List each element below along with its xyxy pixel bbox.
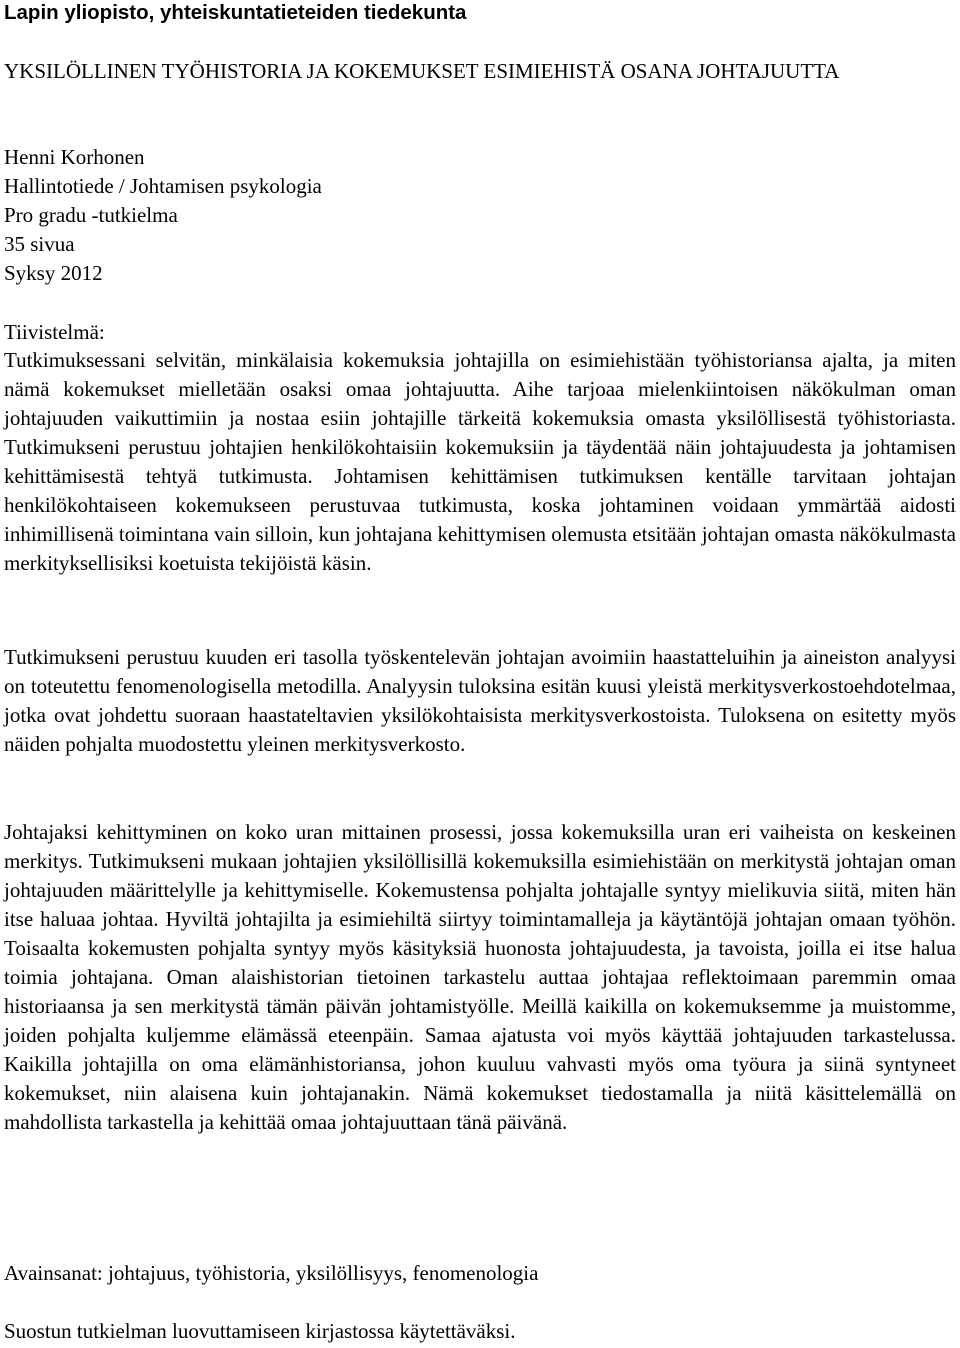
abstract-paragraph: Johtajaksi kehittyminen on koko uran mittainen prosessi, jossa kokemuksilla uran eri vaiheista on keskeinen merkitys. Tutkimukseni mukaan johtajien yksilöllisillä kokemuksilla esimiehistään on merkitystä johtajan oman johtajuuden määrittelylle ja kehittymiselle. Kokemustensa pohjalta johtajalle syntyy mielikuvia siitä, miten hän itse haluaa johtaa. Hyviltä johtajilta ja esimiehiltä siirtyy toimintamalleja ja käytäntöjä johtajan omaan työhön. Toisaalta kokemusten pohjalta syntyy myös käsityksiä huonosta johtajuudesta, ja tavoista, joilla ei itse halua toimia johtajana. Oman alaishistorian tietoinen tarkastelu auttaa johtajaa reflektoimaan paremmin omaa historiaansa ja sen merkitystä tämän päivän johtamistyölle. Meillä kaikilla on kokemuksemme ja muistomme, joiden pohjalta kuljemme elämässä eteenpäin. Samaa ajatusta voi myös käyttää johtajuuden tarkastelussa. Kaikilla johtajilla on oma elämänhistoriansa, johon kuuluu vahvasti myös oma työura ja siinä syntyneet kokemukset, niin alaisena kuin johtajanakin. Nämä kokemukset tiedostamalla ja niitä käsittelemällä on mahdollista tarkastella ja kehittää omaa johtajuuttaan tänä päivänä. bbox=[4, 820, 956, 1134]
abstract-paragraph: Tutkimuksessani selvitän, minkälaisia kokemuksia johtajilla on esimiehistään työhistoriansa ajalta, ja miten nämä kokemukset mielletään osaksi omaa johtajuutta. Aihe tarjoaa mielenkiintoisen näkökulman oman johtajuuden vaikuttimiin ja nostaa esiin johtajille tärkeitä kokemuksia omasta yksilöllisestä työhistoriasta. Tutkimukseni perustuu johtajien henkilökohtaisiin kokemuksiin ja täydentää näin johtajuudesta ja johtamisen kehittämisestä tehtyä tutkimusta. Johtamisen kehittämisen tutkimuksen kentälle tarvitaan johtajan henkilökohtaiseen kokemukseen perustuvaa tutkimusta, koska johtaminen voidaan ymmärtää aidosti inhimillisenä toimintana vain silloin, kun johtajana kehittymisen olemusta etsitään johtajan omasta näkökulmasta merkityksellisiksi koetuista tekijöistä käsin. bbox=[4, 348, 956, 575]
thesis-metadata bbox=[4, 143, 322, 288]
thesis-title: YKSILÖLLINEN TYÖHISTORIA JA KOKEMUKSET ESIMIEHISTÄ OSANA JOHTAJUUTTA bbox=[4, 59, 840, 83]
term: Syksy 2012 bbox=[4, 261, 103, 285]
keywords: Avainsanat: johtajuus, työhistoria, yksilöllisyys, fenomenologia bbox=[4, 1261, 539, 1285]
faculty-heading: Lapin yliopisto, yhteiskuntatieteiden tiedekunta bbox=[4, 1, 467, 24]
subject-line: Hallintotiede / Johtamisen psykologia bbox=[4, 174, 322, 198]
author-name: Henni Korhonen bbox=[4, 145, 145, 169]
abstract-label: Tiivistelmä: bbox=[4, 320, 105, 344]
page-count: 35 sivua bbox=[4, 232, 75, 256]
library-consent: Suostun tutkielman luovuttamiseen kirjastossa käytettäväksi. bbox=[4, 1319, 516, 1343]
thesis-type: Pro gradu -tutkielma bbox=[4, 203, 178, 227]
abstract-paragraph: Tutkimukseni perustuu kuuden eri tasolla työskentelevän johtajan avoimiin haastatteluihin ja aineiston analyysi on toteutettu fenomenologisella metodilla. Analyysin tuloksina esitän kuusi yleistä merkitysverkostoehdotelmaa, jotka ovat johdettu suoraan haastateltavien yksilökohtaisista merkitysverkostoista. Tuloksena on esitetty myös näiden pohjalta muodostettu yleinen merkitysverkosto. bbox=[4, 645, 956, 756]
